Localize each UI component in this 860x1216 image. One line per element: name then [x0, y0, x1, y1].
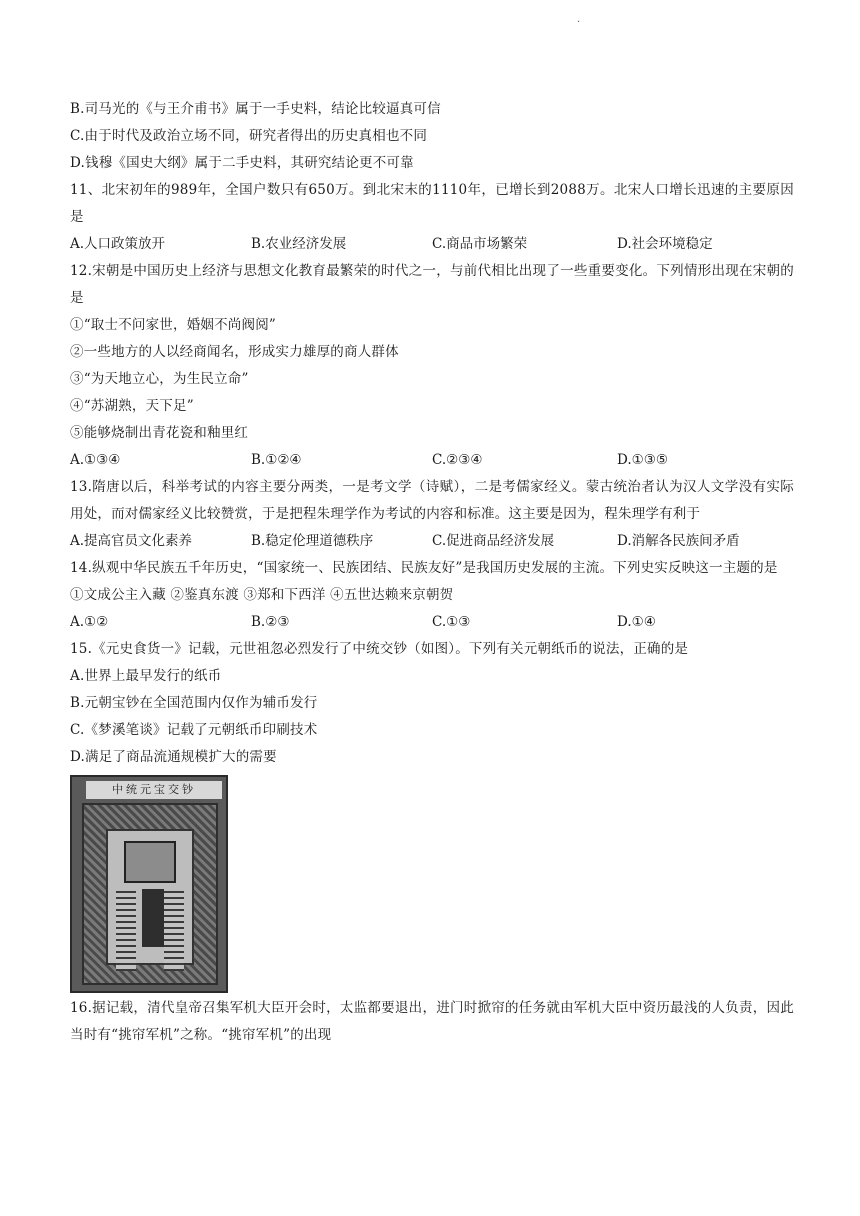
option-c: C.促进商品经济发展: [432, 533, 555, 549]
banknote-inner: [106, 829, 194, 965]
banknote-header: 中统元宝交钞: [86, 781, 222, 799]
option-line-b: B.司马光的《与王介甫书》属于一手史料，结论比较逼真可信: [70, 101, 441, 117]
option-a: A.提高官员文化素养: [70, 533, 193, 549]
option-line-c: C.由于时代及政治立场不同，研究者得出的历史真相也不同: [70, 128, 428, 144]
banknote-text-right: [164, 891, 184, 971]
option-a: A.①③④: [70, 452, 121, 468]
banknote-coin-strings: [142, 889, 164, 947]
option-b: B.②③: [251, 614, 290, 630]
question-14-options: [70, 609, 794, 636]
question-12-item: ②一些地方的人以经商闻名，形成实力雄厚的商人群体: [70, 344, 399, 360]
question-14-stem: 14.纵观中华民族五千年历史，“国家统一、民族团结、民族友好”是我国历史发展的主流。下列史实反映这一主题的是: [70, 560, 778, 576]
banknote-seal: [124, 841, 176, 883]
question-15-option-d: D.满足了商品流通规模扩大的需要: [70, 749, 277, 765]
option-b: B.农业经济发展: [251, 236, 347, 252]
option-b: B.①②④: [251, 452, 302, 468]
question-14-item: ①文成公主入藏 ②鉴真东渡 ③郑和下西洋 ④五世达赖来京朝贺: [70, 587, 454, 603]
page-mark: .: [577, 14, 581, 25]
question-15-stem: 15.《元史食货一》记载，元世祖忽必烈发行了中统交钞（如图）。下列有关元朝纸币的说法，正确的是: [70, 641, 689, 657]
option-d: D.消解各民族间矛盾: [617, 533, 740, 549]
option-c: C.①③: [432, 614, 471, 630]
question-13-options: [70, 528, 794, 555]
question-12-item: ①“取士不问家世，婚姻不尚阀阅”: [70, 317, 277, 333]
option-c: C.②③④: [432, 452, 483, 468]
option-d: D.①③⑤: [617, 452, 668, 468]
question-16-stem: 16.据记载，清代皇帝召集军机大臣开会时，太监都要退出，进门时掀帘的任务就由军机大臣中资历最浅的人负责，因此当时有“挑帘军机”之称。“挑帘军机”的出现: [70, 1000, 794, 1043]
banknote-text-left: [116, 891, 136, 971]
question-12-stem: 12.宋朝是中国历史上经济与思想文化教育最繁荣的时代之一，与前代相比出现了一些重要变化。下列情形出现在宋朝的是: [70, 263, 794, 306]
question-12-item: ④“苏湖熟，天下足”: [70, 398, 194, 414]
banknote-image: [70, 775, 228, 993]
question-15-option-c: C.《梦溪笔谈》记载了元朝纸币印刷技术: [70, 722, 318, 738]
question-12-item: ③“为天地立心，为生民立命”: [70, 371, 249, 387]
option-d: D.社会环境稳定: [617, 236, 713, 252]
question-11-stem: 11、北宋初年的989年，全国户数只有650万。到北宋末的1110年，已增长到2088万。北宋人口增长迅速的主要原因是: [70, 182, 794, 225]
option-line-d: D.钱穆《国史大纲》属于二手史料，其研究结论更不可靠: [70, 155, 414, 171]
exam-content: [70, 96, 794, 1049]
question-15-option-a: A.世界上最早发行的纸币: [70, 668, 222, 684]
question-11-options: [70, 231, 794, 258]
option-c: C.商品市场繁荣: [432, 236, 528, 252]
option-a: A.①②: [70, 614, 109, 630]
question-12-options: [70, 447, 794, 474]
option-d: D.①④: [617, 614, 656, 630]
option-a: A.人口政策放开: [70, 236, 166, 252]
option-b: B.稳定伦理道德秩序: [251, 533, 374, 549]
banknote-frame: [82, 803, 218, 985]
question-15-option-b: B.元朝宝钞在全国范围内仅作为辅币发行: [70, 695, 318, 711]
question-13-stem: 13.隋唐以后，科举考试的内容主要分两类，一是考文学（诗赋），二是考儒家经义。蒙古统治者认为汉人文学没有实际用处，而对儒家经义比较赞赏，于是把程朱理学作为考试的内容和标准。这主要是因为，程朱理学有利于: [70, 479, 794, 522]
question-12-item: ⑤能够烧制出青花瓷和釉里红: [70, 425, 249, 441]
